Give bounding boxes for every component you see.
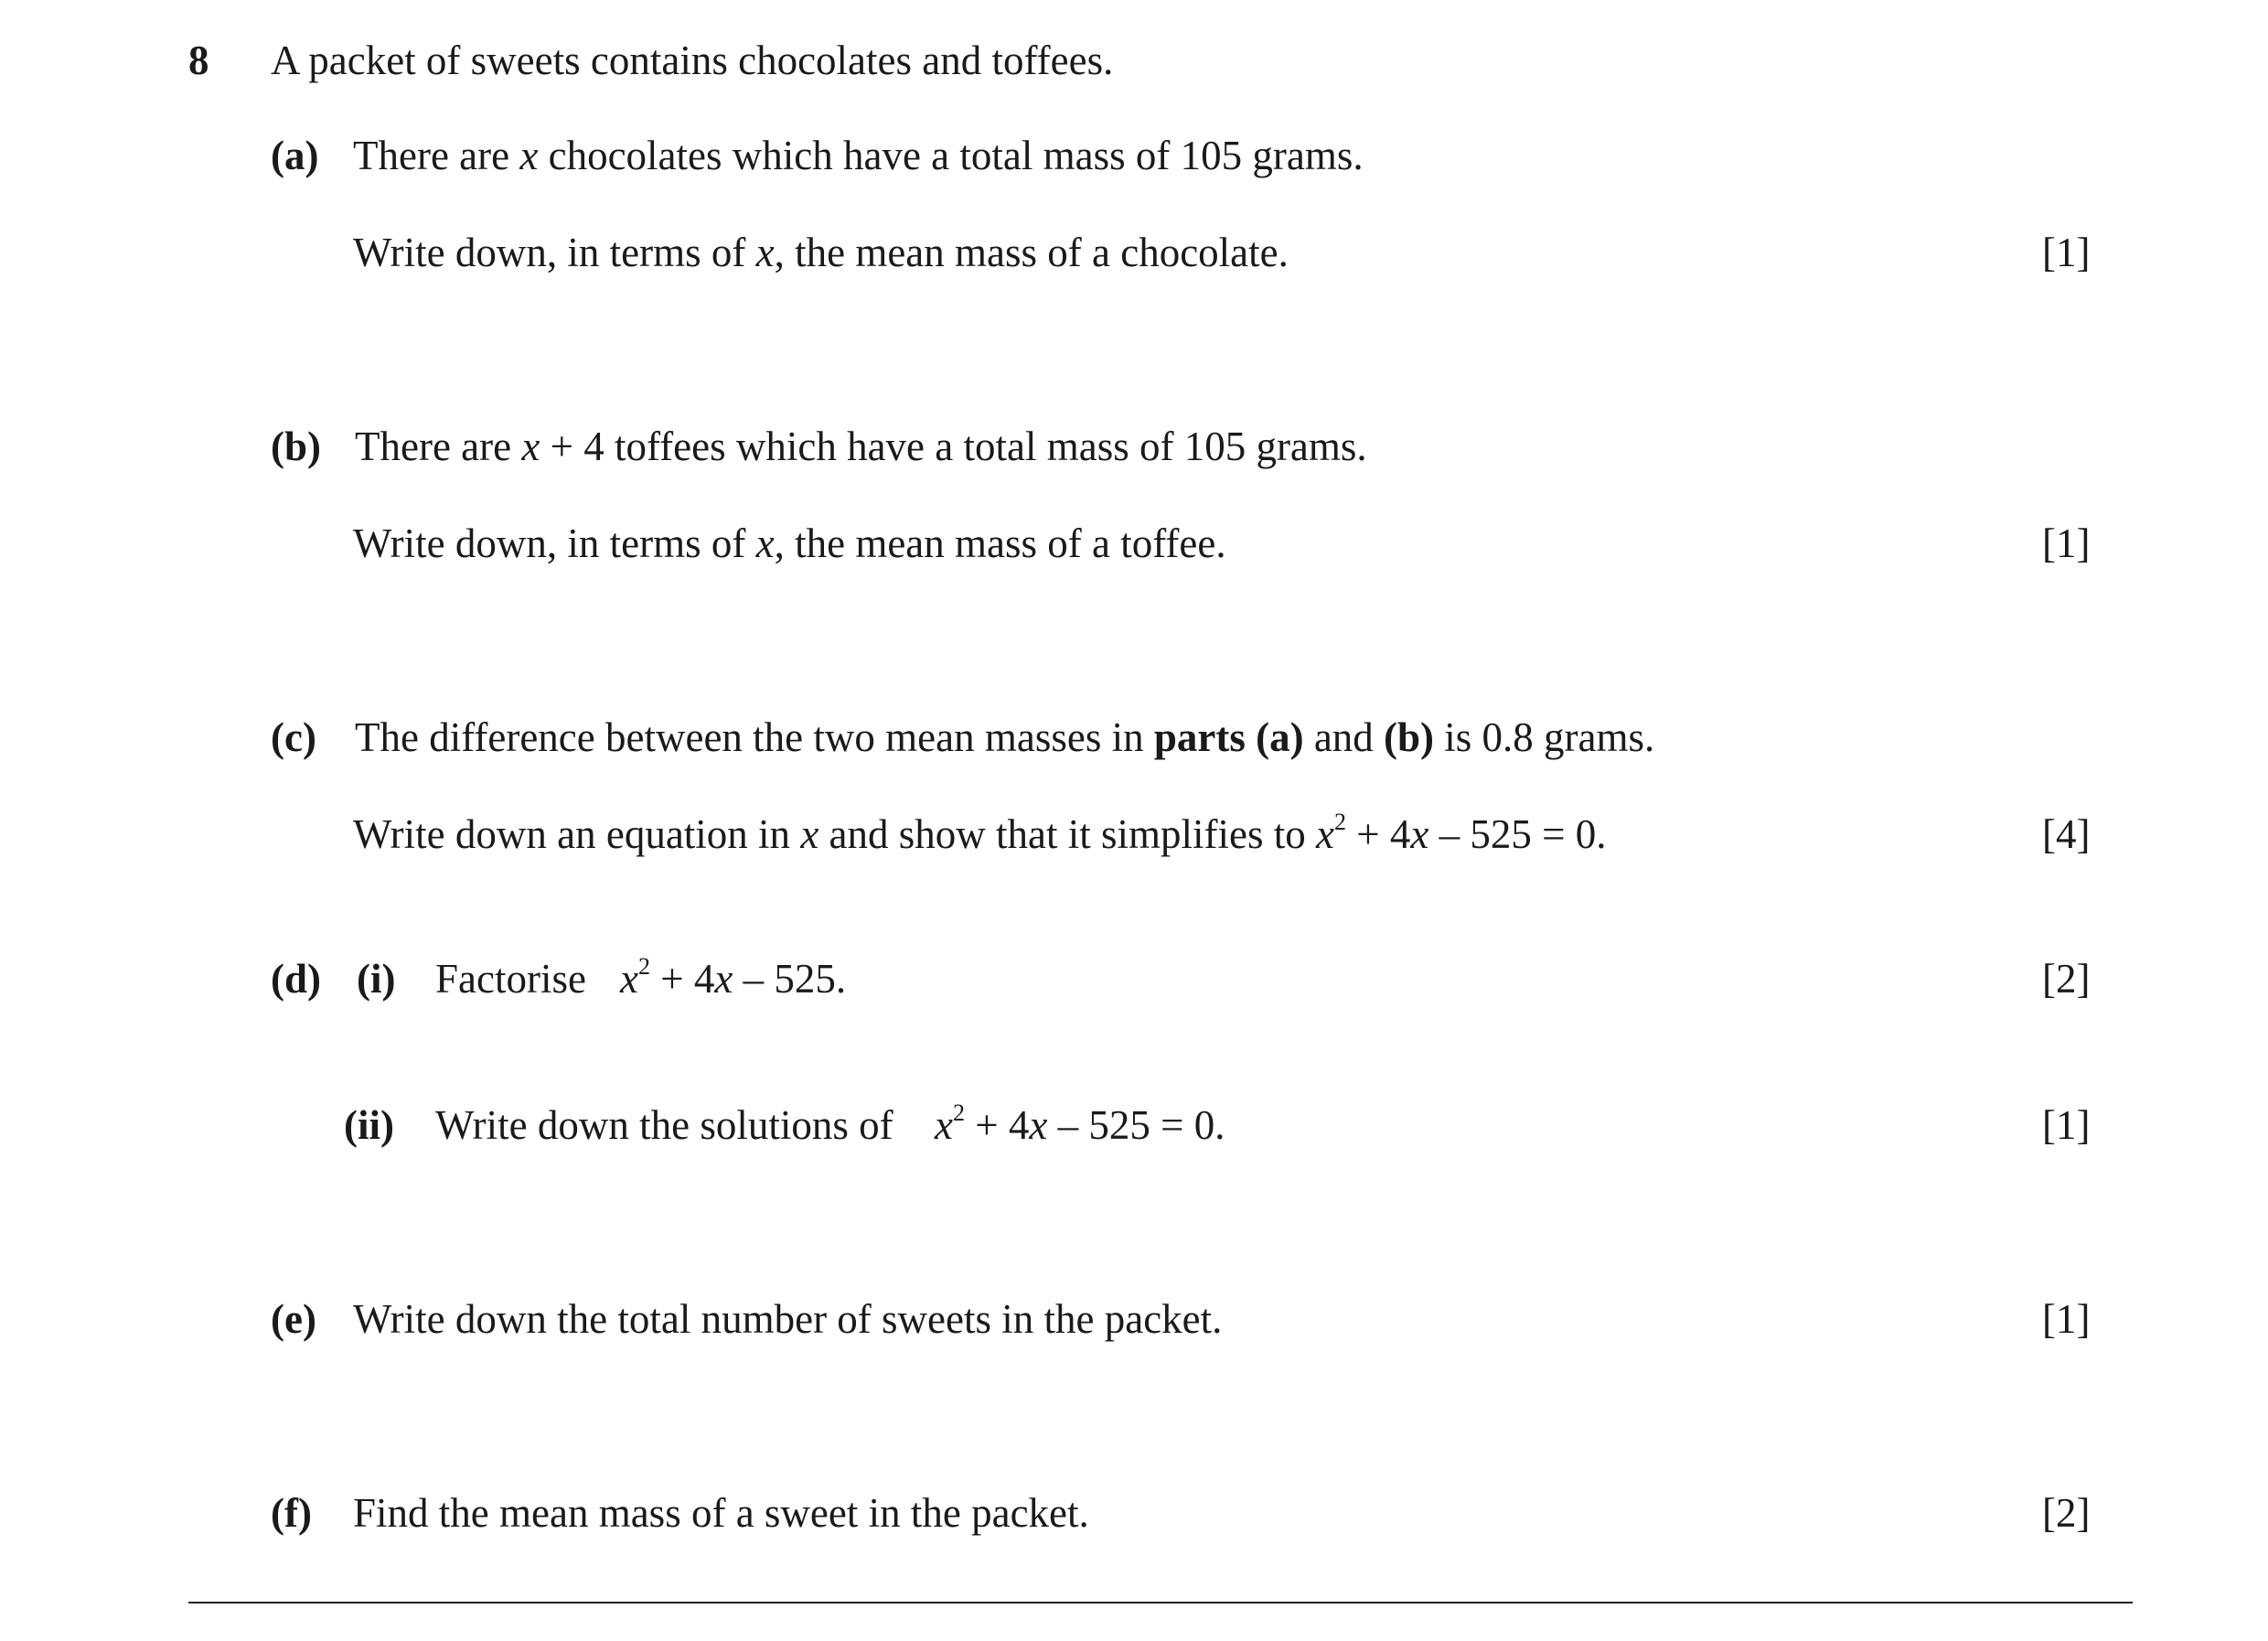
part-c-label: (c)	[271, 714, 316, 760]
part-b-line2: Write down, in terms of x, the mean mass of a toffee.	[353, 520, 1226, 566]
question-intro: A packet of sweets contains chocolates and toffees.	[271, 38, 1114, 83]
part-c-marks: [4]	[2042, 811, 2091, 857]
part-b-marks: [1]	[2042, 520, 2091, 566]
part-a-line2: Write down, in terms of x, the mean mass of a chocolate.	[353, 230, 1289, 275]
part-b-label: (b)	[271, 424, 321, 469]
part-d-ii-text: Write down the solutions of	[435, 1102, 893, 1148]
part-d-i-expression: $x^2 + 4x - 525$.	[620, 953, 847, 1002]
part-f-marks: [2]	[2042, 1490, 2091, 1536]
part-d-ii-marks: [1]	[2042, 1102, 2091, 1148]
part-a-line1: There are x chocolates which have a total mass of 105 grams.	[353, 133, 1364, 178]
part-a-marks: [1]	[2042, 230, 2091, 275]
part-c-line1: The difference between the two mean masses in parts (a) and (b) is 0.8 grams.	[355, 714, 1655, 760]
part-d-label: (d)	[271, 956, 321, 1002]
part-e-text: Write down the total number of sweets in the packet.	[353, 1296, 1223, 1342]
part-b-line1: There are x + 4 toffees which have a total mass of 105 grams.	[355, 424, 1367, 469]
part-f-text: Find the mean mass of a sweet in the packet.	[353, 1490, 1089, 1536]
part-e-marks: [1]	[2042, 1296, 2091, 1342]
bottom-divider	[188, 1602, 2133, 1603]
part-d-i-label: (i)	[357, 956, 396, 1002]
part-d-i-marks: [2]	[2042, 956, 2091, 1002]
part-d-ii-expression: $x^2 + 4x - 525 = 0$.	[935, 1099, 1225, 1148]
question-number: 8	[188, 38, 209, 83]
part-c-line2: Write down an equation in x and show that it simplifies to $x^2 + 4x - 525 = 0$.	[353, 809, 1607, 857]
part-e-label: (e)	[271, 1296, 316, 1342]
part-d-i-text: Factorise	[435, 956, 586, 1002]
part-a-label: (a)	[271, 133, 319, 178]
part-d-ii-label: (ii)	[344, 1102, 394, 1148]
part-f-label: (f)	[271, 1490, 312, 1536]
